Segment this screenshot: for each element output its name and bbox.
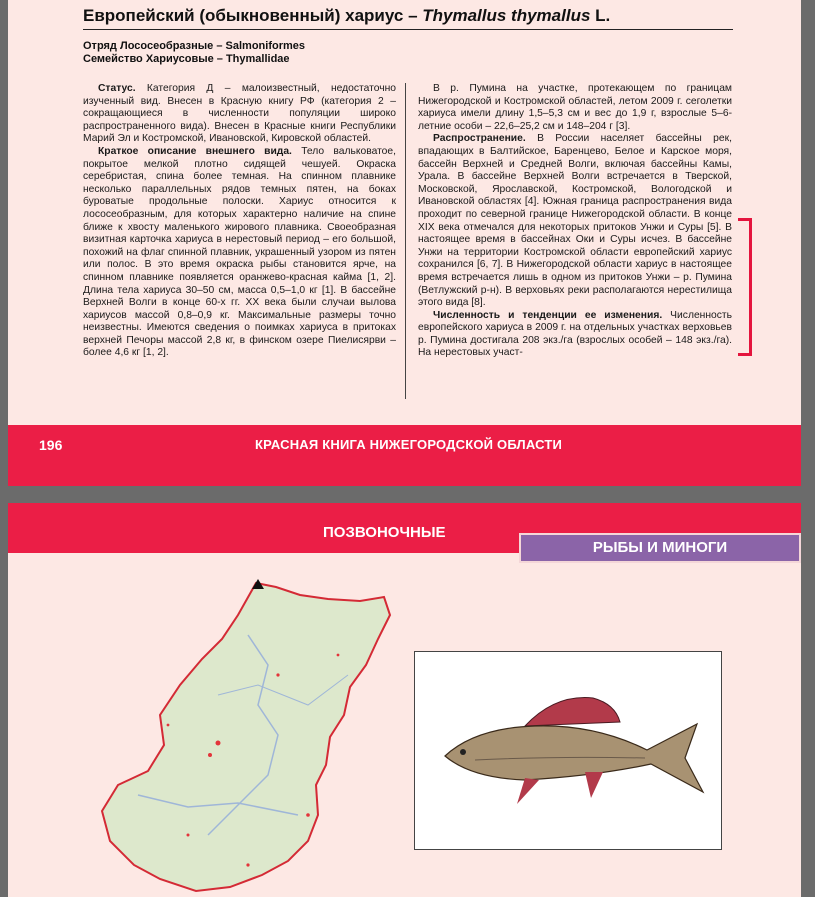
species-title: Европейский (обыкновенный) хариус – Thymallus thymallus L.: [83, 6, 733, 30]
subsection-tab: РЫБЫ И МИНОГИ: [519, 533, 801, 563]
family-line: Семейство Хариусовые – Thymallidae: [83, 53, 290, 65]
fish-illustration: [414, 651, 722, 850]
section-title: ПОЗВОНОЧНЫЕ: [323, 524, 446, 541]
text-column-right: [418, 83, 732, 360]
description-paragraph: Краткое описание внешнего вида. Тело вальковатое, покрытое мелкой плотно сидящей чешуей. Окраска серебристая, спина более темная. На спинном плавнике несколько параллельных рядов темных пятен, на боках буроватые продольные полоски. Хариус относится к лососеобразным, для которых характерно наличие на спине ближе к хвосту маленького жирового плавника. Своеобразная визитная карточка хариуса в нерестовый период – его большой, похожий на флаг спинной плавник, украшенный узором из пятен или полос. В это время окраска рыбы становится ярче, на спинном плавнике появляется оранжево-красная кайма [1, 2]. Длина тела хариуса 30–50 см, масса 0,5–1,0 кг [1]. В бассейне Верхней Волги в конце 60-х гг. XX века были случаи вылова хариусов массой 0,8–0,9 кг. Максимальные размеры точно неизвестны. Имеются сведения о поимках хариуса в притоках верхней Печоры массой 2,8 кг, в финском озере Пиелисярви – более 4,6 кг [1, 2].: [83, 145, 397, 359]
page-196: [8, 0, 801, 486]
highlight-bracket: [738, 218, 752, 356]
page-197: [8, 503, 801, 897]
book-title: КРАСНАЯ КНИГА НИЖЕГОРОДСКОЙ ОБЛАСТИ: [255, 437, 563, 452]
footer-band: [8, 425, 801, 486]
column-divider: [405, 83, 406, 399]
region-map: [102, 583, 390, 891]
distribution-map: [98, 575, 398, 897]
text-column-left: [83, 83, 396, 360]
distribution-paragraph: Распространение. В России населяет бассейны рек, впадающих в Балтийское, Баренцево, Белое и Карское моря, бассейн Верхней и Средней Волги, включая бассейны Камы, Урала. В бассейне Верхней Волги встречается в Тверской, Московской, Ярославской, Костромской, Вологодской и Ивановской областях [4]. Южная граница распространения вида проходит по северной границе Нижегородской области. В конце XIX века отмечался для некоторых притоков Унжи и Суры [5]. В настоящее время в бассейнах Оки и Суры исчез. В бассейне Унжи на территории Костромской области европейский хариус сохранился [6, 7]. В Нижегородской области хариус в настоящее время встречается лишь в одном из притоков Унжи – р. Пумина (Ветлужский р-н). В верховьях реки располагаются нерестилища этого вида [8].: [418, 133, 732, 309]
status-paragraph: Статус. Категория Д – малоизвестный, недостаточно изученный вид. Внесен в Красную книгу РФ (категория 2 – сокращающиеся в численности популяции широко распространенного вида). Внесен в Красные книги Республики Марий Эл и Костромской, Ивановской, Кировской областей.: [83, 83, 396, 145]
abundance-paragraph: Численность и тенденции ее изменения. Численность европейского хариуса в 2009 г. на отдельных участках верховьев р. Пумина достигала 208 экз./га (взрослых особей – 148 экз./га). На нерестовых участ-: [418, 309, 733, 359]
page-number: 196: [39, 437, 63, 453]
order-line: Отряд Лососеобразные – Salmoniformes: [83, 40, 305, 52]
size-paragraph: В р. Пумина на участке, протекающем по границам Нижегородской и Костромской областей, летом 2009 г. сеголетки хариуса имели длину 1,5–5,3 см и вес до 1,9 г, взрослые 5–6-летние особи – 22,6–25,2 см и 148–204 г [3].: [418, 83, 732, 132]
